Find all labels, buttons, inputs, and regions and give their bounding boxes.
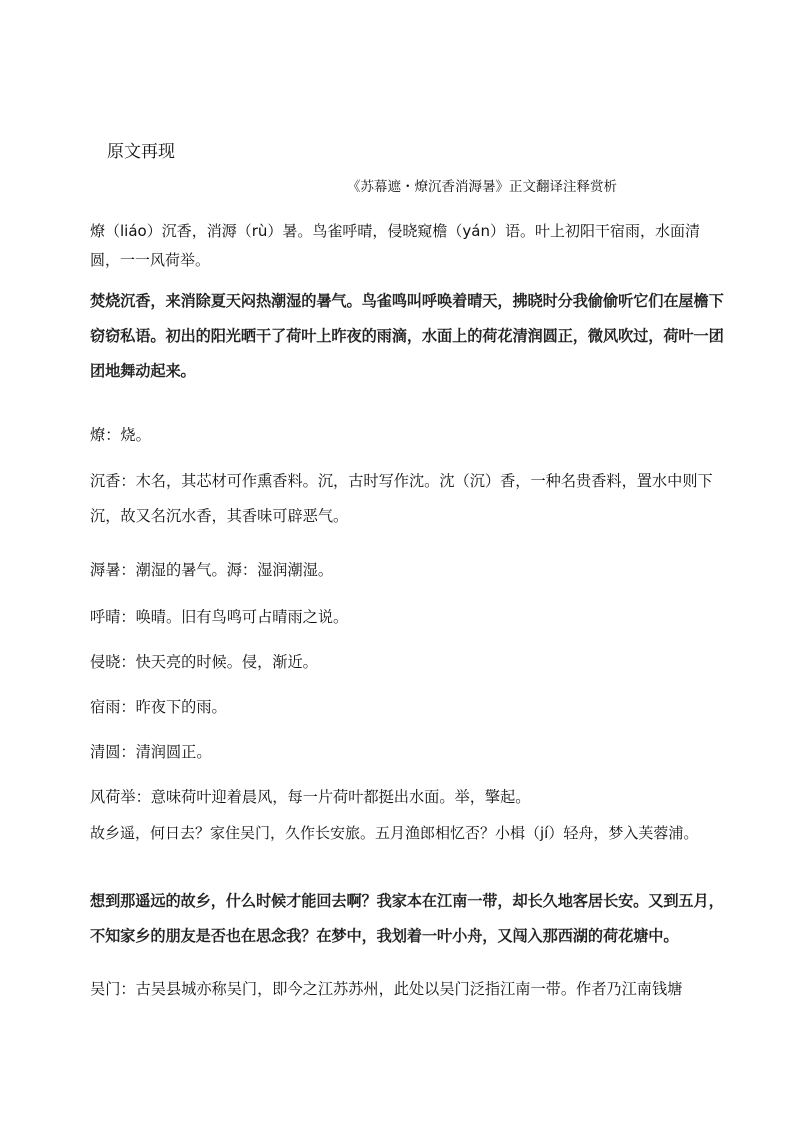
- original-text-paragraph-2: 故乡遥，何日去？家住吴门，久作长安旅。五月渔郎相忆否？小楫（jí）轻舟，梦入芙蓉浦。: [90, 824, 699, 842]
- annotation-qingyuan: 清圆：清润圆正。: [90, 743, 212, 761]
- annotation-chenxiang: 沉香：木名，其芯材可作熏香料。沉，古时写作沈。沈（沉）香，一种名贵香料，置水中则下沉，故又名沉水香，其香味可辟恶气。: [90, 472, 713, 525]
- annotation-wumen: 吴门：古吴县城亦称吴门，即今之江苏苏州，此处以吴门泛指江南一带。作者乃江南钱塘: [90, 980, 683, 998]
- translation-paragraph-2: 想到那遥远的故乡，什么时候才能回去啊？我家本在江南一带，却长久地客居长安。又到五月，不知家乡的朋友是否也在思念我？在梦中，我划着一叶小舟，又闯入那西湖的荷花塘中。: [90, 892, 724, 945]
- translation-paragraph-1: 焚烧沉香，来消除夏天闷热潮湿的暑气。鸟雀鸣叫呼唤着晴天，拂晓时分我偷偷听它们在屋檐下窃窃私语。初出的阳光晒干了荷叶上昨夜的雨滴，水面上的荷花清润圆正，微风吹过，荷叶一团团地舞动起来。: [90, 292, 724, 380]
- section-title: 原文再现: [107, 142, 175, 162]
- annotation-rushu: 溽暑：潮湿的暑气。溽：湿润潮湿。: [90, 561, 333, 579]
- annotation-fenghelu: 风荷举：意味荷叶迎着晨风，每一片荷叶都挺出水面。举，擎起。: [90, 788, 531, 806]
- document-title: 《苏幕遮・燎沉香消溽暑》正文翻译注释赏析: [347, 179, 617, 195]
- original-text-paragraph-1: 燎（liáo）沉香，消溽（rù）暑。鸟雀呼晴，侵晓窥檐（yán）语。叶上初阳干宿雨，水面清圆，一一风荷举。: [90, 222, 700, 269]
- annotation-qinxiao: 侵晓：快天亮的时候。侵，渐近。: [90, 653, 318, 671]
- annotation-huqing: 呼晴：唤晴。旧有鸟鸣可占晴雨之说。: [90, 608, 349, 626]
- annotation-liao: 燎：烧。: [90, 426, 151, 444]
- annotation-suyu: 宿雨：昨夜下的雨。: [90, 698, 227, 716]
